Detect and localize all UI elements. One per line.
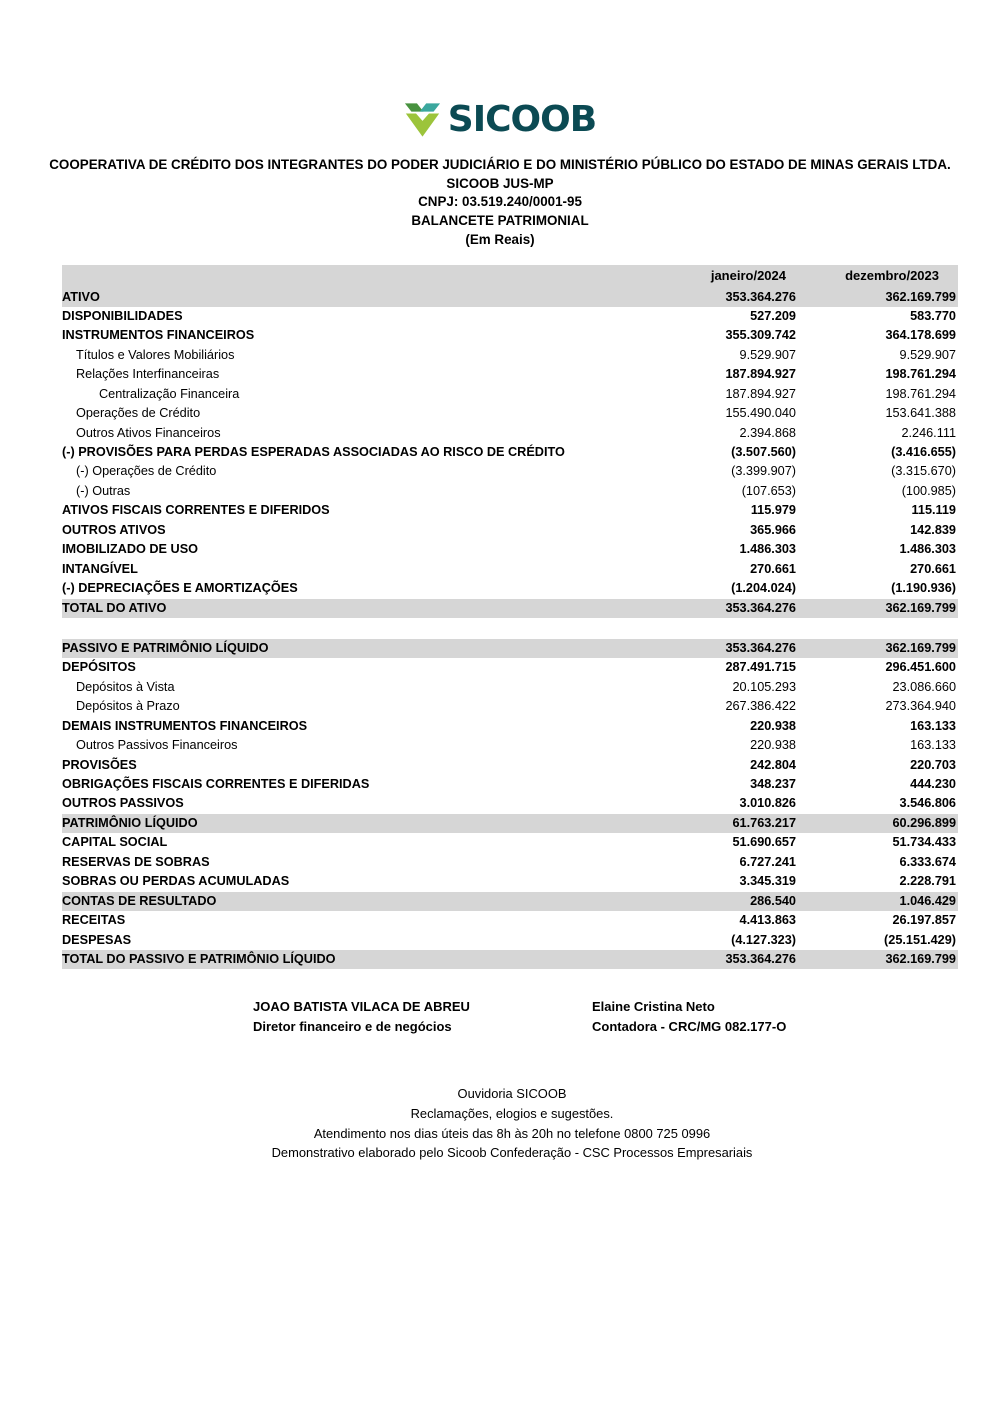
table-row: [62, 775, 958, 794]
row-label: RECEITAS: [62, 913, 126, 928]
row-label: SOBRAS OU PERDAS ACUMULADAS: [62, 874, 290, 889]
row-value-janeiro-2024: 242.804: [750, 757, 796, 772]
row-value-dezembro-2023: 163.133: [910, 738, 956, 753]
row-value-janeiro-2024: 348.237: [750, 777, 796, 791]
table-row: [62, 756, 958, 775]
row-label: Operações de Crédito: [76, 406, 201, 421]
row-label: Centralização Financeira: [99, 386, 240, 401]
row-label: (-) PROVISÕES PARA PERDAS ESPERADAS ASSOCIADAS AO RISCO DE CRÉDITO: [62, 445, 565, 459]
row-value-janeiro-2024: 3.010.826: [739, 796, 796, 811]
row-label: TOTAL DO ATIVO: [62, 600, 167, 615]
row-label: DESPESAS: [62, 932, 132, 947]
table-row: [62, 560, 958, 579]
row-value-janeiro-2024: 187.894.927: [725, 386, 796, 401]
row-value-janeiro-2024: 6.727.241: [739, 854, 796, 869]
row-value-dezembro-2023: 220.703: [910, 757, 956, 772]
row-label: Títulos e Valores Mobiliários: [76, 347, 235, 362]
row-value-janeiro-2024: (3.507.560): [731, 445, 796, 459]
row-value-dezembro-2023: (3.315.670): [891, 464, 956, 479]
table-row: [62, 794, 958, 813]
table-row: [62, 288, 958, 307]
row-label: ATIVO: [62, 289, 100, 304]
row-value-janeiro-2024: (3.399.907): [731, 464, 796, 479]
row-label: DEMAIS INSTRUMENTOS FINANCEIROS: [62, 718, 308, 733]
row-value-dezembro-2023: 270.661: [910, 561, 956, 576]
row-value-janeiro-2024: 2.394.868: [739, 425, 796, 440]
row-value-dezembro-2023: 142.839: [910, 522, 956, 537]
row-value-janeiro-2024: 353.364.276: [725, 640, 796, 655]
table-row: [62, 717, 958, 736]
column-header-janeiro-2024: janeiro/2024: [710, 268, 786, 283]
row-value-janeiro-2024: 3.345.319: [739, 874, 796, 889]
row-value-janeiro-2024: 115.979: [750, 503, 796, 518]
sicoob-mark-icon: [404, 100, 441, 140]
row-value-janeiro-2024: 267.386.422: [725, 699, 796, 714]
table-row: [62, 599, 958, 618]
table-row: [62, 697, 958, 716]
row-label: OUTROS ATIVOS: [62, 522, 166, 537]
row-value-dezembro-2023: 26.197.857: [892, 913, 956, 928]
table-row: [62, 911, 958, 930]
table-row: [62, 678, 958, 697]
row-value-dezembro-2023: 153.641.388: [885, 406, 956, 421]
row-label: CONTAS DE RESULTADO: [62, 893, 217, 908]
row-value-dezembro-2023: 115.119: [911, 503, 956, 518]
document-header: [0, 156, 1000, 250]
row-label: RESERVAS DE SOBRAS: [62, 854, 210, 869]
row-value-dezembro-2023: 9.529.907: [899, 347, 956, 362]
table-header-row: [62, 265, 958, 288]
row-value-janeiro-2024: 353.364.276: [725, 951, 796, 966]
row-value-dezembro-2023: (3.416.655): [891, 445, 956, 459]
row-label: OBRIGAÇÕES FISCAIS CORRENTES E DIFERIDAS: [62, 777, 370, 791]
row-value-dezembro-2023: 362.169.799: [885, 951, 956, 966]
row-value-janeiro-2024: 353.364.276: [725, 600, 796, 615]
signature-director: [253, 997, 470, 1037]
row-value-dezembro-2023: (1.190.936): [891, 581, 956, 596]
row-value-janeiro-2024: 287.491.715: [725, 660, 796, 675]
table-row: [62, 482, 958, 501]
table-row: [62, 814, 958, 833]
table-row: [62, 307, 958, 326]
signature-role: Contadora - CRC/MG 082.177-O: [592, 1018, 787, 1034]
table-row: [62, 424, 958, 443]
row-value-janeiro-2024: 20.105.293: [732, 679, 796, 694]
ombudsman-footer: [24, 1084, 1000, 1163]
table-row: [62, 326, 958, 345]
row-label: Depósitos à Vista: [76, 679, 175, 694]
row-label: (-) DEPRECIAÇÕES E AMORTIZAÇÕES: [62, 581, 298, 596]
row-label: INTANGÍVEL: [62, 561, 138, 576]
table-row: [62, 385, 958, 404]
row-value-dezembro-2023: 583.770: [910, 308, 956, 323]
row-value-dezembro-2023: (25.151.429): [884, 932, 956, 947]
row-value-dezembro-2023: 362.169.799: [885, 600, 956, 615]
table-row: [62, 950, 958, 969]
signature-role: Diretor financeiro e de negócios: [253, 1018, 452, 1034]
report-title: BALANCETE PATRIMONIAL: [411, 213, 589, 229]
brand-wordmark: SICOOB: [447, 99, 597, 140]
row-value-dezembro-2023: 2.228.791: [899, 874, 956, 889]
column-header-dezembro-2023: dezembro/2023: [845, 268, 939, 283]
row-label: CAPITAL SOCIAL: [62, 835, 168, 850]
row-value-dezembro-2023: 3.546.806: [899, 796, 956, 811]
row-label: PATRIMÔNIO LÍQUIDO: [62, 815, 198, 830]
row-label: Relações Interfinanceiras: [76, 367, 220, 382]
row-label: OUTROS PASSIVOS: [62, 796, 184, 811]
row-value-dezembro-2023: 364.178.699: [885, 328, 956, 343]
header-label-spacer: [62, 265, 670, 288]
row-value-janeiro-2024: (107.653): [741, 483, 796, 498]
row-value-janeiro-2024: 353.364.276: [725, 289, 796, 304]
row-value-janeiro-2024: 61.763.217: [732, 815, 796, 830]
table-row: [62, 639, 958, 658]
table-row: [62, 346, 958, 365]
row-value-janeiro-2024: 220.938: [750, 738, 796, 753]
row-value-dezembro-2023: 362.169.799: [885, 640, 956, 655]
row-value-janeiro-2024: 187.894.927: [725, 367, 796, 382]
row-label: PASSIVO E PATRIMÔNIO LÍQUIDO: [62, 640, 269, 655]
table-row: [62, 521, 958, 540]
row-value-dezembro-2023: 2.246.111: [901, 425, 956, 440]
signature-name: Elaine Cristina Neto: [592, 999, 715, 1014]
table-row: [62, 579, 958, 598]
row-label: DEPÓSITOS: [62, 660, 136, 675]
table-row: [62, 404, 958, 423]
row-value-dezembro-2023: 163.133: [910, 718, 956, 733]
row-value-dezembro-2023: 1.486.303: [899, 542, 956, 557]
row-value-dezembro-2023: 60.296.899: [892, 815, 956, 830]
table-row: [62, 540, 958, 559]
row-label: (-) Outras: [76, 483, 131, 498]
company-name: COOPERATIVA DE CRÉDITO DOS INTEGRANTES DO PODER JUDICIÁRIO E DO MINISTÉRIO PÚBLICO DO ESTADO DE MINAS GERAIS LTDA.: [49, 157, 951, 172]
row-value-janeiro-2024: 355.309.742: [725, 328, 796, 343]
row-value-dezembro-2023: (100.985): [901, 483, 956, 498]
row-value-dezembro-2023: 273.364.940: [885, 699, 956, 714]
row-value-janeiro-2024: 9.529.907: [739, 347, 796, 362]
sicoob-logo: [0, 99, 1000, 140]
row-value-dezembro-2023: 51.734.433: [892, 835, 956, 850]
row-label: ATIVOS FISCAIS CORRENTES E DIFERIDOS: [62, 503, 330, 518]
row-value-janeiro-2024: 4.413.863: [739, 913, 796, 928]
row-value-dezembro-2023: 1.046.429: [899, 893, 956, 908]
cnpj: CNPJ: 03.519.240/0001-95: [418, 194, 582, 210]
table-row: [62, 658, 958, 677]
table-row: [62, 462, 958, 481]
table-row: [62, 736, 958, 755]
row-label: Outros Ativos Financeiros: [76, 425, 221, 440]
row-value-janeiro-2024: 365.966: [750, 522, 796, 537]
row-value-janeiro-2024: (4.127.323): [731, 932, 796, 947]
row-value-dezembro-2023: 362.169.799: [885, 289, 956, 304]
footer-reclamacoes: Reclamações, elogios e sugestões.: [410, 1105, 614, 1121]
table-row: [62, 892, 958, 911]
signature-accountant: [592, 997, 786, 1037]
row-value-dezembro-2023: 23.086.660: [892, 679, 956, 694]
row-value-janeiro-2024: 286.540: [750, 893, 796, 908]
row-label: (-) Operações de Crédito: [76, 464, 217, 479]
row-value-janeiro-2024: 51.690.657: [732, 835, 796, 850]
row-value-dezembro-2023: 198.761.294: [885, 367, 956, 382]
row-value-dezembro-2023: 444.230: [910, 777, 956, 791]
row-value-janeiro-2024: 527.209: [750, 308, 796, 323]
footer-demonstrativo: Demonstrativo elaborado pelo Sicoob Confederação - CSC Processos Empresariais: [271, 1145, 753, 1161]
row-value-janeiro-2024: 155.490.040: [725, 406, 796, 421]
row-value-dezembro-2023: 6.333.674: [899, 854, 956, 869]
row-label: INSTRUMENTOS FINANCEIROS: [62, 328, 255, 343]
cooperative-short-name: SICOOB JUS-MP: [446, 175, 554, 191]
table-row: [62, 872, 958, 891]
table-row: [62, 443, 958, 462]
row-label: TOTAL DO PASSIVO E PATRIMÔNIO LÍQUIDO: [62, 951, 336, 966]
balance-table: [62, 265, 958, 969]
table-row: [62, 501, 958, 520]
row-value-janeiro-2024: 220.938: [750, 718, 796, 733]
table-row: [62, 853, 958, 872]
table-row: [62, 833, 958, 852]
footer-atendimento: Atendimento nos dias úteis das 8h às 20h no telefone 0800 725 0996: [313, 1125, 711, 1141]
section-spacer: [62, 618, 958, 639]
footer-ouvidoria: Ouvidoria SICOOB: [457, 1086, 567, 1101]
table-row: [62, 365, 958, 384]
row-label: Depósitos à Prazo: [76, 699, 180, 714]
row-label: Outros Passivos Financeiros: [76, 738, 238, 753]
row-value-dezembro-2023: 296.451.600: [885, 660, 956, 675]
row-label: PROVISÕES: [62, 757, 137, 772]
currency-note: (Em Reais): [465, 231, 535, 247]
row-label: DISPONIBILIDADES: [62, 308, 183, 323]
table-row: [62, 931, 958, 950]
row-value-dezembro-2023: 198.761.294: [885, 386, 956, 401]
signature-name: JOAO BATISTA VILACA DE ABREU: [253, 999, 470, 1014]
balance-table-body: [62, 288, 958, 970]
row-value-janeiro-2024: (1.204.024): [731, 581, 796, 596]
row-label: IMOBILIZADO DE USO: [62, 542, 199, 557]
row-value-janeiro-2024: 1.486.303: [739, 542, 796, 557]
row-value-janeiro-2024: 270.661: [750, 561, 796, 576]
